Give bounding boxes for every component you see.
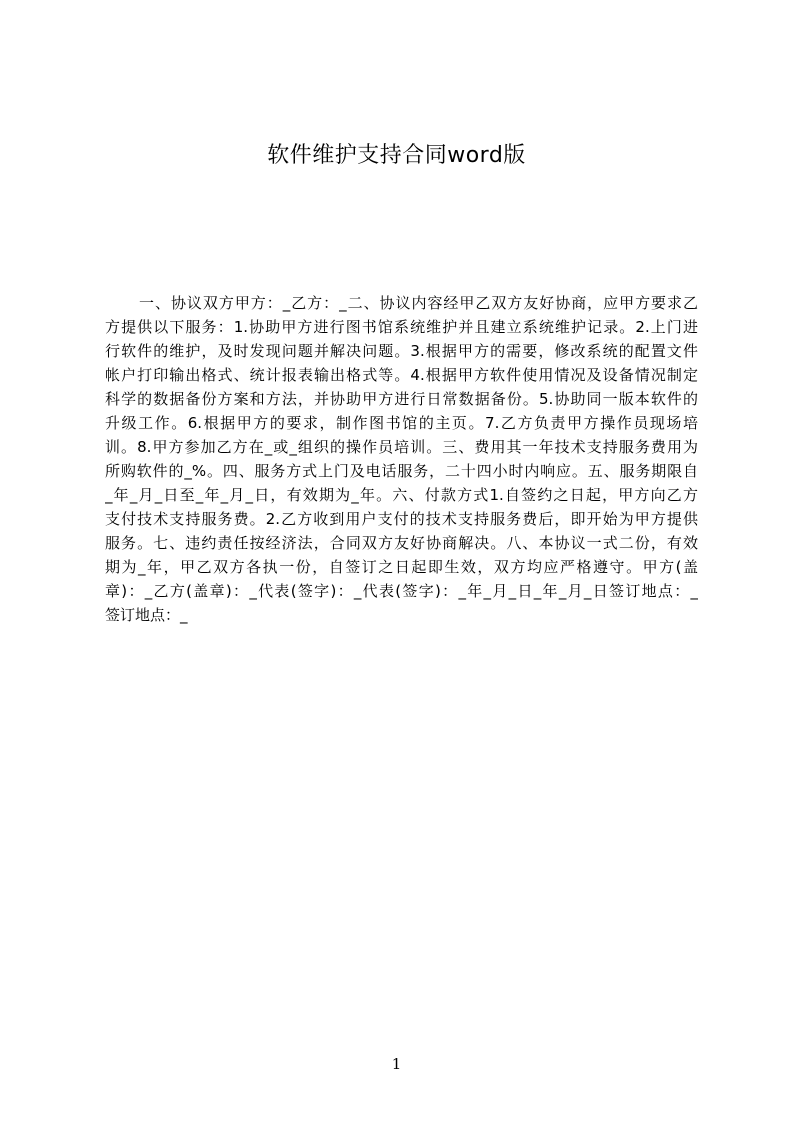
- body-line: 期为_年，甲乙双方各执一份，自签订之日起即生效，双方均应严格遵守。甲方(盖: [105, 558, 698, 576]
- document-body: [105, 291, 698, 627]
- body-line: 签订地点：_: [105, 606, 188, 624]
- body-line: 帐户打印输出格式、统计报表输出格式等。4.根据甲方软件使用情况及设备情况制定: [105, 366, 698, 384]
- body-line: 章)：_乙方(盖章)：_代表(签字)：_代表(签字)：_年_月_日_年_月_日签订地点：_: [105, 582, 698, 600]
- body-line: 支付技术支持服务费。2.乙方收到用户支付的技术支持服务费后，即开始为甲方提供: [105, 510, 698, 528]
- page-number: 1: [391, 1055, 402, 1073]
- body-line: 行软件的维护，及时发现问题并解决问题。3.根据甲方的需要，修改系统的配置文件: [105, 342, 698, 360]
- body-line: 所购软件的_%。四、服务方式上门及电话服务，二十四小时内响应。五、服务期限自: [105, 462, 698, 480]
- body-line: _年_月_日至_年_月_日，有效期为_年。六、付款方式1.自签约之日起，甲方向乙方: [105, 486, 698, 504]
- body-line: 科学的数据备份方案和方法，并协助甲方进行日常数据备份。5.协助同一版本软件的: [105, 390, 698, 408]
- body-line: 方提供以下服务：1.协助甲方进行图书馆系统维护并且建立系统维护记录。2.上门进: [105, 318, 698, 336]
- document-title: 软件维护支持合同word版: [267, 143, 526, 168]
- body-line: 一、协议双方甲方：_乙方：_二、协议内容经甲乙双方友好协商，应甲方要求乙: [139, 294, 698, 312]
- body-line: 服务。七、违约责任按经济法，合同双方友好协商解决。八、本协议一式二份，有效: [105, 534, 698, 552]
- body-line: 升级工作。6.根据甲方的要求，制作图书馆的主页。7.乙方负责甲方操作员现场培: [105, 414, 698, 432]
- body-line: 训。8.甲方参加乙方在_或_组织的操作员培训。三、费用其一年技术支持服务费用为: [105, 438, 698, 456]
